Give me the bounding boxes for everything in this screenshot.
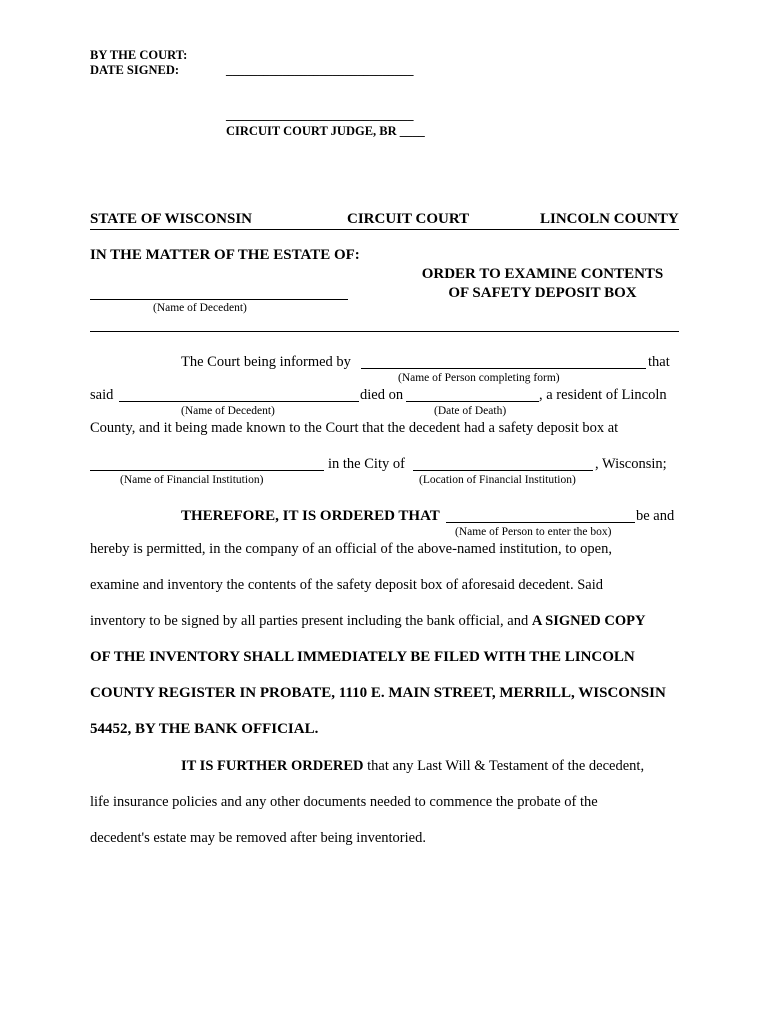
died-on-text: died on bbox=[360, 387, 404, 403]
order-line-3 bbox=[90, 613, 645, 630]
county-label: LINCOLN COUNTY bbox=[540, 211, 679, 227]
person-completing-label: (Name of Person completing form) bbox=[398, 372, 560, 384]
that-text: that bbox=[648, 354, 670, 370]
further-line-2: life insurance policies and any other documents needed to commence the probate of the bbox=[90, 794, 598, 810]
person-enter-field[interactable] bbox=[446, 522, 635, 523]
order-line-5: COUNTY REGISTER IN PROBATE, 1110 E. MAIN STREET, MERRILL, WISCONSIN bbox=[90, 685, 666, 701]
wisconsin-text: , Wisconsin; bbox=[595, 456, 667, 472]
person-enter-label: (Name of Person to enter the box) bbox=[455, 526, 612, 538]
decedent-label: (Name of Decedent) bbox=[181, 405, 275, 417]
decedent-name-label: (Name of Decedent) bbox=[153, 302, 247, 314]
said-text: said bbox=[90, 387, 114, 403]
decedent-field[interactable] bbox=[119, 401, 359, 402]
section-rule bbox=[90, 331, 679, 332]
order-title-line2: OF SAFETY DEPOSIT BOX bbox=[448, 285, 637, 301]
state-label: STATE OF WISCONSIN bbox=[90, 211, 252, 227]
location-field[interactable] bbox=[413, 470, 593, 471]
order-line-1: hereby is permitted, in the company of an official of the above-named institution, to open, bbox=[90, 541, 612, 557]
date-signed-label: DATE SIGNED: bbox=[90, 63, 180, 77]
caption-rule bbox=[90, 229, 679, 230]
order-line-3-bold: A SIGNED COPY bbox=[531, 613, 646, 629]
order-line-6: 54452, BY THE BANK OFFICIAL. bbox=[90, 721, 319, 737]
order-title-line1: ORDER TO EXAMINE CONTENTS bbox=[421, 266, 664, 282]
order-line-3-plain: inventory to be signed by all parties present including the bank official, and bbox=[90, 613, 532, 629]
further-ordered-rest: that any Last Will & Testament of the decedent, bbox=[363, 758, 645, 774]
informed-by-text: The Court being informed by bbox=[181, 354, 351, 370]
therefore-ordered-text: THEREFORE, IT IS ORDERED THAT bbox=[181, 508, 440, 524]
by-the-court-label: BY THE COURT: bbox=[90, 48, 188, 62]
date-of-death-label: (Date of Death) bbox=[434, 405, 507, 417]
order-line-4: OF THE INVENTORY SHALL IMMEDIATELY BE FILED WITH THE LINCOLN bbox=[90, 649, 635, 665]
judge-title: CIRCUIT COURT JUDGE, BR ____ bbox=[226, 124, 425, 138]
further-ordered-line bbox=[181, 758, 644, 775]
decedent-name-field[interactable] bbox=[90, 299, 348, 300]
further-line-3: decedent's estate may be removed after being inventoried. bbox=[90, 830, 426, 846]
court-label: CIRCUIT COURT bbox=[347, 211, 470, 227]
financial-institution-field[interactable] bbox=[90, 470, 324, 471]
matter-heading: IN THE MATTER OF THE ESTATE OF: bbox=[90, 247, 360, 263]
be-and-text: be and bbox=[636, 508, 675, 524]
date-of-death-field[interactable] bbox=[406, 401, 539, 402]
date-signed-line[interactable]: ______________________________ bbox=[226, 63, 414, 77]
judge-signature-line[interactable]: ______________________________ bbox=[226, 108, 414, 122]
person-completing-field[interactable] bbox=[361, 368, 646, 369]
further-ordered-bold: IT IS FURTHER ORDERED bbox=[181, 758, 364, 774]
city-of-text: in the City of bbox=[328, 456, 405, 472]
county-paragraph-text: County, and it being made known to the Court that the decedent had a safety deposit box at bbox=[90, 420, 619, 436]
location-label: (Location of Financial Institution) bbox=[419, 474, 576, 486]
order-line-2: examine and inventory the contents of the safety deposit box of aforesaid decedent. Said bbox=[90, 577, 603, 593]
resident-text: , a resident of Lincoln bbox=[539, 387, 667, 403]
financial-institution-label: (Name of Financial Institution) bbox=[120, 474, 264, 486]
